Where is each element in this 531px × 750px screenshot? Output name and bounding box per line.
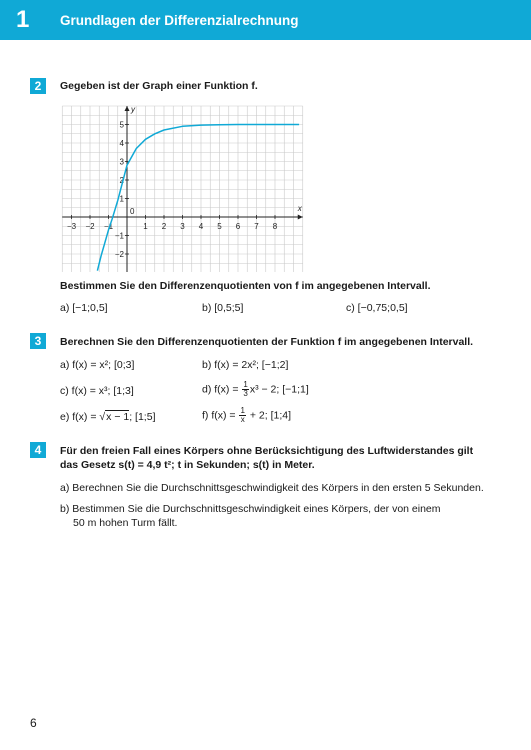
function-curve xyxy=(97,125,299,271)
task-3-item-f-rhs: + 2; [1;4] xyxy=(249,409,291,422)
x-tick-label: −1 xyxy=(103,222,114,231)
task-3-prompt: Berechnen Sie den Differenzenquotienten der Funktion f im angegebenen Intervall. xyxy=(60,336,474,348)
radicand: x − 1 xyxy=(106,411,130,423)
x-tick-label: −3 xyxy=(66,222,77,231)
task-2-question: Bestimmen Sie den Differenzenquotienten von f im angegebenen Intervall. xyxy=(60,280,431,292)
y-tick-label: 5 xyxy=(119,120,124,130)
x-tick-label: 4 xyxy=(198,222,204,231)
task-4-item-b-line-1: b) Bestimmen Sie die Durchschnittsgeschwindigkeit eines Körpers, der von einem xyxy=(60,503,441,515)
y-tick-label: 1 xyxy=(119,194,124,204)
y-tick-label: 2 xyxy=(119,176,124,185)
fraction xyxy=(242,381,248,398)
task-4-badge: 4 xyxy=(30,442,46,458)
task-2-option-b: b) [0,5;5] xyxy=(202,302,244,314)
task-3-item-e-lhs: e) f(x) = √ xyxy=(60,411,106,423)
x-tick-label: 3 xyxy=(180,222,185,231)
task-4-item-a: a) Berechnen Sie die Durchschnittsgeschwindigkeit des Körpers in den ersten 5 Sekunden. xyxy=(60,482,484,494)
task-2-prompt: Gegeben ist der Graph einer Funktion f. xyxy=(60,80,258,92)
task-2-option-a: a) [−1;0,5] xyxy=(60,302,108,314)
x-tick-label: 2 xyxy=(161,222,167,231)
task-3-item-e-rhs: ; [1;5] xyxy=(129,411,156,423)
task-2-badge: 2 xyxy=(30,78,46,94)
fraction-numerator: 1 xyxy=(240,406,245,415)
chapter-number: 1 xyxy=(16,6,30,33)
fraction-numerator: 1 xyxy=(243,380,248,389)
y-tick-label: 3 xyxy=(119,157,124,167)
task-4-item-b-line-2: 50 m hohen Turm fällt. xyxy=(73,517,178,529)
fraction-denominator: 3 xyxy=(243,389,248,398)
task-3-item-e xyxy=(60,411,155,423)
function-graph xyxy=(55,100,310,272)
y-tick-label: 4 xyxy=(119,139,124,148)
task-3-item-f-lhs: f) f(x) = xyxy=(202,409,236,422)
task-3-item-f xyxy=(202,407,291,424)
page-number: 6 xyxy=(30,716,37,730)
y-axis-arrow xyxy=(125,106,130,111)
origin-label: 0 xyxy=(130,207,135,216)
task-3-item-a: a) f(x) = x²; [0;3] xyxy=(60,359,135,371)
x-tick-label: 7 xyxy=(254,222,259,231)
x-axis-label: x xyxy=(297,204,302,213)
y-tick-label: −2 xyxy=(114,250,124,259)
x-axis-arrow xyxy=(298,215,303,220)
task-3-item-c: c) f(x) = x³; [1;3] xyxy=(60,385,134,397)
chapter-title: Grundlagen der Differenzialrechnung xyxy=(60,13,299,28)
task-3-item-d-rhs: x³ − 2; [−1;1] xyxy=(249,383,309,396)
x-tick-label: 5 xyxy=(217,222,222,231)
task-3-item-d-lhs: d) f(x) = xyxy=(202,383,239,396)
x-tick-label: 1 xyxy=(143,222,148,231)
y-axis-label: y xyxy=(131,105,135,114)
task-3-item-b: b) f(x) = 2x²; [−1;2] xyxy=(202,359,289,371)
fraction xyxy=(239,407,245,424)
task-2-option-c: c) [−0,75;0,5] xyxy=(346,302,408,314)
y-tick-label: −1 xyxy=(114,231,124,241)
task-3-item-d xyxy=(202,381,309,398)
x-tick-label: 8 xyxy=(272,222,278,231)
fraction-denominator: x xyxy=(240,415,245,424)
task-4-line-2: das Gesetz s(t) = 4,9 t²; t in Sekunden; s(t) in Meter. xyxy=(60,459,315,471)
task-3-badge: 3 xyxy=(30,333,46,349)
chapter-header xyxy=(0,0,531,40)
x-tick-label: −2 xyxy=(85,222,95,231)
x-tick-label: 6 xyxy=(235,222,241,231)
task-4-line-1: Für den freien Fall eines Körpers ohne Berücksichtigung des Luftwiderstandes gilt xyxy=(60,445,474,457)
